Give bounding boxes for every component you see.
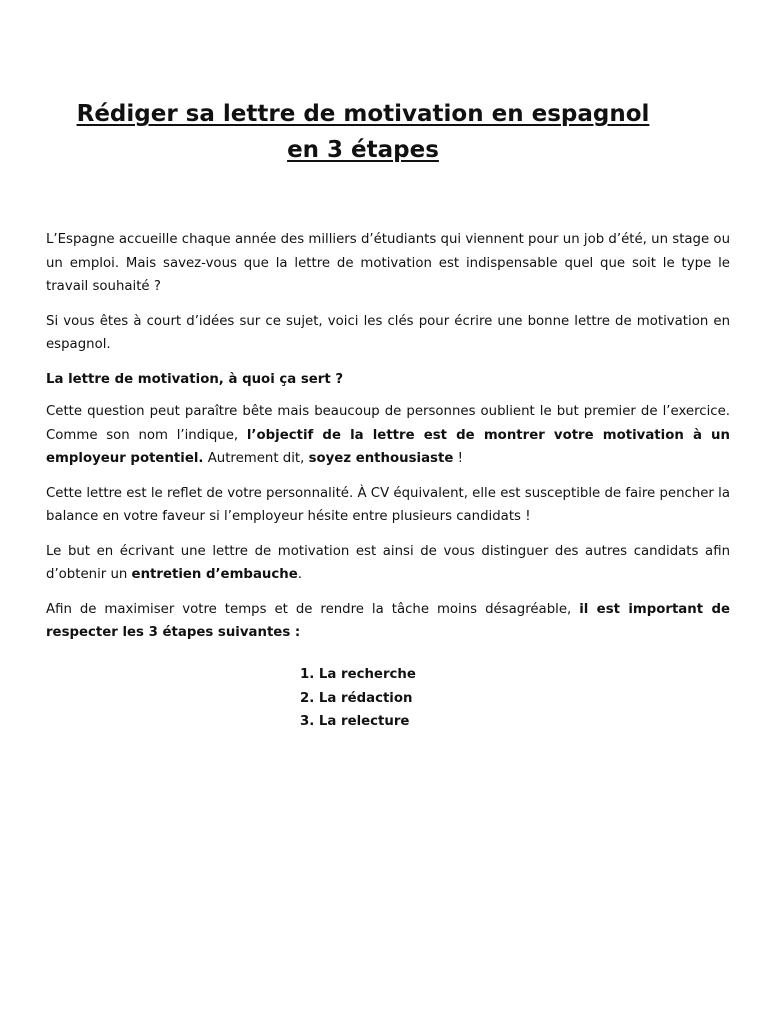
paragraph-personality: Cette lettre est le reflet de votre personnalité. À CV équivalent, elle est susceptible de faire pencher la balance en votre faveur si l’employeur hésite entre plusieurs candidats ! — [46, 485, 730, 524]
bold-text-run: soyez enthousiaste — [308, 451, 454, 466]
text-run: . — [297, 567, 302, 582]
text-run: ! — [453, 451, 463, 466]
text-run: Le but en écrivant une lettre de motivation est ainsi de vous distinguer des autres candidats afin d’obtenir un — [46, 543, 730, 582]
bold-text-run: entretien d’embauche — [131, 567, 298, 582]
document-body — [46, 228, 730, 656]
text-run: Cette question peut paraître bête mais beaucoup de personnes oublient le but premier de l’exercice. Comme son nom l’indique, — [46, 404, 730, 443]
title-line-1: Rédiger sa lettre de motivation en espagnol — [76, 101, 650, 127]
list-item: 1. La recherche — [300, 667, 416, 682]
title-line-2: en 3 étapes — [287, 137, 439, 163]
paragraph-intro: L’Espagne accueille chaque année des milliers d’étudiants qui viennent pour un job d’été, un stage ou un emploi. Mais savez-vous que la lettre de motivation est indispensable quel que soit le type le travail souhaité ? — [46, 232, 730, 294]
text-run: Autrement dit, — [203, 451, 309, 466]
paragraph-purpose — [46, 400, 730, 471]
paragraph-steps-intro — [46, 598, 730, 645]
section-heading: La lettre de motivation, à quoi ça sert ? — [46, 371, 344, 387]
paragraph-ideas: Si vous êtes à court d’idées sur ce sujet, voici les clés pour écrire une bonne lettre de motivation en espagnol. — [46, 313, 730, 352]
bold-text-run: il est important de respecter les 3 étapes suivantes : — [46, 601, 730, 640]
bold-text-run: l’objectif de la lettre est de montrer votre motivation à un employeur potentiel. — [46, 427, 730, 466]
list-item: 3. La relecture — [300, 714, 410, 729]
text-run: Afin de maximiser votre temps et de rendre la tâche moins désagréable, — [46, 601, 580, 617]
list-item: 2. La rédaction — [300, 690, 413, 706]
page-title — [0, 96, 726, 168]
paragraph-goal — [46, 540, 730, 587]
steps-list — [300, 663, 416, 734]
